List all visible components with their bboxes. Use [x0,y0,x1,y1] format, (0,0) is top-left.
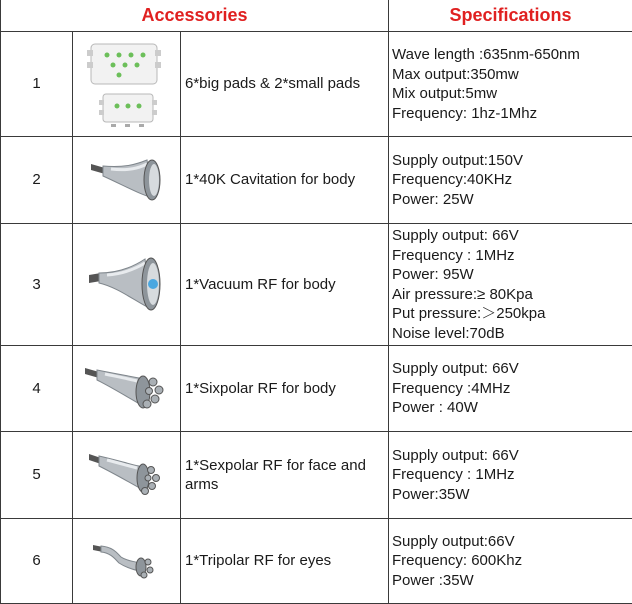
accessory-description: 1*Vacuum RF for body [181,224,389,346]
spec-list [389,519,632,604]
spec-line: Power: 95W [392,266,474,283]
row-number: 6 [1,519,73,604]
tripolar-probe-icon [73,519,181,604]
cavitation-probe-icon [73,137,181,224]
spec-list [389,346,632,432]
spec-line: Put pressure:＞250kpa [392,305,546,322]
spec-line: Power :35W [392,571,474,589]
spec-line: Power: 25W [392,190,474,208]
row-number: 3 [1,224,73,346]
spec-line: Supply output: 66V [392,360,519,378]
accessories-header: Accessories [1,0,389,32]
table-row [1,519,632,604]
vacuum-rf-probe-icon [73,224,181,346]
spec-list [389,432,632,519]
accessory-description: 1*Sixpolar RF for body [181,346,389,432]
header-row [1,0,632,32]
spec-line: Frequency: 1hz-1Mhz [392,104,538,122]
accessory-description: 1*Sexpolar RF for face and arms [181,432,389,519]
table-row [1,137,632,224]
spec-line: Frequency : 1MHz [392,246,515,264]
spec-line: Supply output: 66V [392,227,519,244]
specifications-header: Specifications [389,0,632,32]
row-number: 2 [1,137,73,224]
spec-line: Noise level:70dB [392,324,505,342]
table-row [1,346,632,432]
spec-line: Supply output:66V [392,532,515,550]
accessory-description: 1*Tripolar RF for eyes [181,519,389,604]
spec-line: Frequency :4MHz [392,379,511,397]
row-number: 1 [1,32,73,137]
table-row [1,432,632,519]
spec-list [389,32,632,137]
spec-line: Wave length :635nm-650nm [392,46,580,63]
spec-line: Max output:350mw [392,65,519,83]
spec-line: Power : 40W [392,399,478,417]
accessory-description: 6*big pads & 2*small pads [181,32,389,137]
spec-line: Power:35W [392,485,470,503]
row-number: 5 [1,432,73,519]
pads-icon [73,32,181,137]
sexpolar-probe-icon [73,432,181,519]
row-number: 4 [1,346,73,432]
spec-list [389,224,632,346]
accessory-description: 1*40K Cavitation for body [181,137,389,224]
table-row [1,224,632,346]
spec-line: Supply output: 66V [392,446,519,464]
sixpolar-probe-icon [73,346,181,432]
spec-line: Mix output:5mw [392,85,498,102]
spec-line: Air pressure:≥ 80Kpa [392,285,533,303]
spec-line: Supply output:150V [392,151,523,169]
spec-line: Frequency:40KHz [392,171,513,189]
spec-line: Frequency: 600Khz [392,552,523,570]
table-row [1,32,632,137]
spec-list [389,137,632,224]
spec-line: Frequency : 1MHz [392,466,515,484]
